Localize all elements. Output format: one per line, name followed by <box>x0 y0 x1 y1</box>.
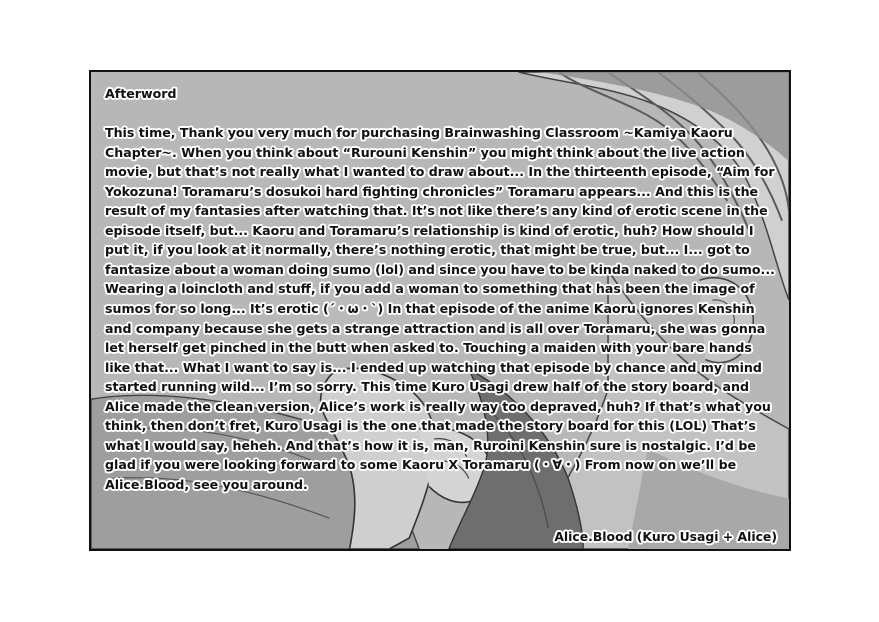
afterword-panel <box>89 70 791 551</box>
afterword-title: Afterword <box>105 86 177 101</box>
afterword-signature: Alice.Blood (Kuro Usagi + Alice) <box>554 529 777 544</box>
afterword-text-block <box>105 84 781 494</box>
afterword-body: This time, Thank you very much for purchasing Brainwashing Classroom ~Kamiya Kaoru Chapter~. When you think about “Rurouni Kenshin” you might think about the live action movie, but that’s not really what I wanted to draw about... In the thirteenth episode, “Aim for Yokozuna! Toramaru’s dosukoi hard fighting chronicles” Toramaru appears... And this is the result of my fantasies after watching that. It’s not like there’s any kind of erotic scene in the episode itself, but... Kaoru and Toramaru’s relationship is kind of erotic, huh? How should I put it, if you look at it normally, there’s nothing erotic, that might be true, but... I... got to fantasize about a woman doing sumo (lol) and since you have to be kinda naked to do sumo... Wearing a loincloth and stuff, if you add a woman to something that has been the image of sumos for so long... It’s erotic (´・ω・`) In that episode of the anime Kaoru ignores Kenshin and company because she gets a strange attraction and is all over Toramaru, she was gonna let herself get pinched in the butt when asked to. Touching a maiden with your bare hands like that... What I want to say is... I ended up watching that episode by chance and my mind started running wild... I’m so sorry. This time Kuro Usagi drew half of the story board, and Alice made the clean version, Alice’s work is really way too depraved, huh? If that’s what you think, then don’t fret, Kuro Usagi is the one that made the story board for this (LOL) That’s what I would say, heheh. And that’s how it is, man, Ruroini Kenshin sure is nostalgic. I’d be glad if you were looking forward to some Kaoru X Toramaru (・∀・) From now on we’ll be Alice.Blood, see you around. <box>105 125 775 492</box>
